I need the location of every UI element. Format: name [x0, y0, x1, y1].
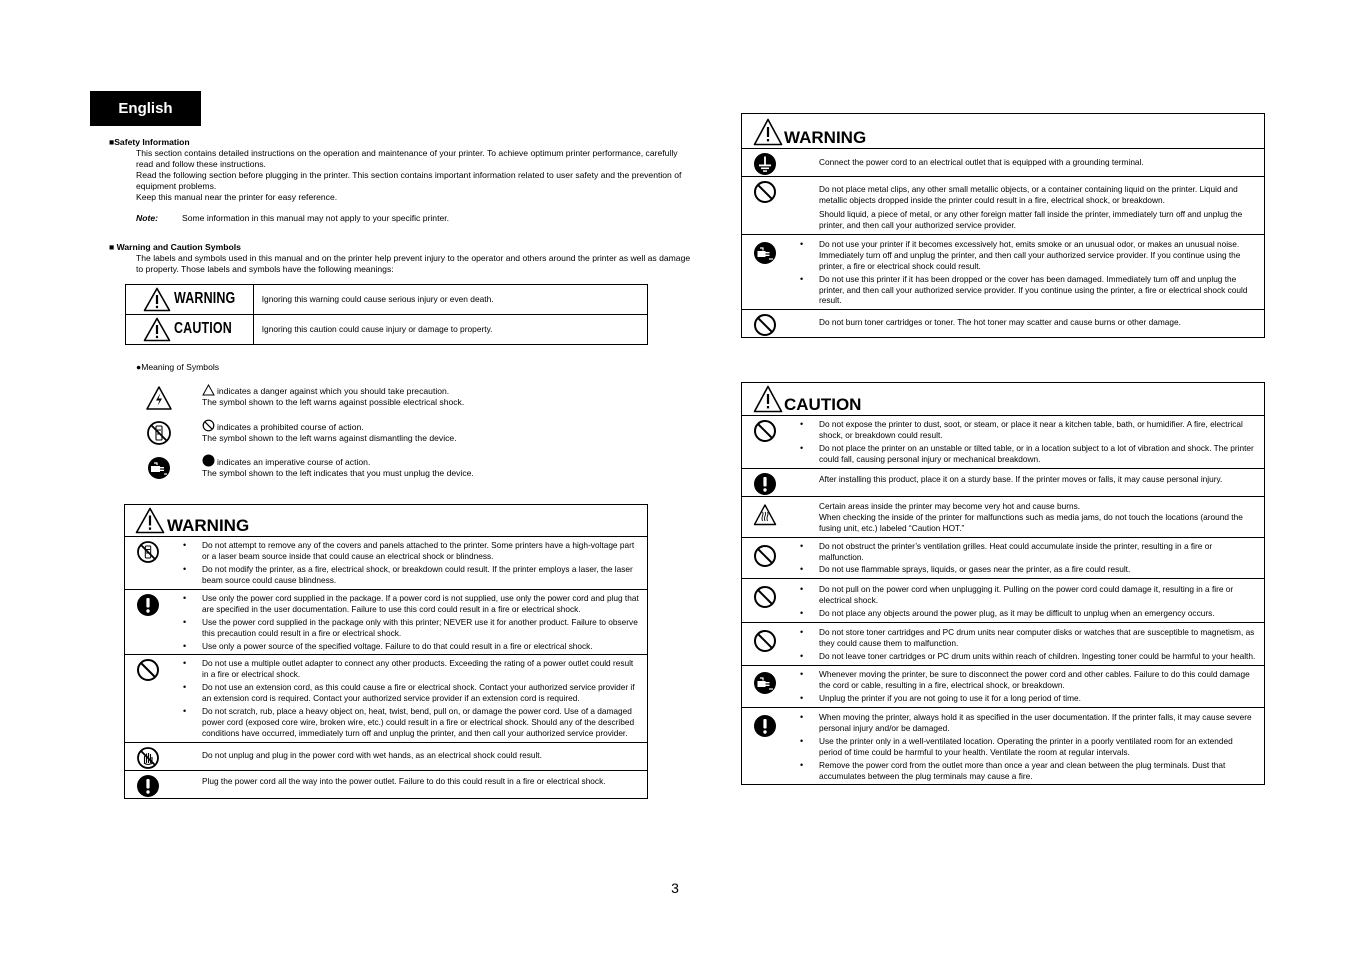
warning-bullet: • Do not attempt to remove any of the covers and panels attached to the printer. Some printers have a high-voltage part or a laser beam source inside that could cause an electrical shock or blindness.: [183, 540, 641, 562]
legend-row-caution: [126, 315, 648, 345]
warning-text: Plug the power cord all the way into the power outlet. Failure to do this could result in a fire or electrical shock.: [202, 776, 606, 786]
warning-label-description: Ignoring this warning could cause serious injury or even death.: [253, 285, 647, 315]
warning-bullet: • Use the power cord supplied in the package only with this printer; NEVER use it for another product. Failure to observe this precaution could result in a fire or electrical shock.: [183, 617, 641, 639]
meaning-line: The symbol shown to the left indicates that you must unplug the device.: [202, 468, 474, 479]
caution-row: [742, 497, 1264, 538]
no-wet-hands-icon: [136, 746, 160, 770]
warning-triangle-icon: [135, 507, 165, 534]
caution-row: [742, 416, 1264, 469]
warning-row: [742, 310, 1264, 337]
warning-triangle-icon: [143, 287, 171, 312]
warning-row: [125, 743, 647, 771]
label-legend-table: [125, 284, 648, 345]
warning-bullet: • Do not scratch, rub, place a heavy object on, heat, twist, bend, pull on, or damage the power cord. Use of a damaged power cord (exposed core wire, broken wire, etc.) could result in a fire or electrical shock. Should any of the described conditions have occurred, immediately turn off and unplug the printer, and then call your authorized service provider.: [183, 706, 641, 739]
symbols-heading: ■ Warning and Caution Symbols: [109, 242, 241, 252]
warning-text: Connect the power cord to an electrical outlet that is equipped with a grounding terminal.: [819, 157, 1144, 167]
caution-bullet: • Do not place any objects around the power plug, as it may be difficult to unplug when an emergency occurs.: [800, 608, 1258, 619]
safety-information-text: [136, 148, 692, 203]
legend-row-warning: [126, 285, 648, 315]
note-label: Note:: [136, 213, 158, 223]
warning-triangle-icon: [753, 118, 783, 146]
no-disassembly-icon: [136, 540, 160, 564]
caution-bullet: • Do not store toner cartridges and PC drum units near computer disks or watches that are susceptible to magnetism, as they could cause them to malfunction.: [800, 627, 1258, 649]
warning-table-title: WARNING: [784, 128, 867, 147]
caution-bullet: • Whenever moving the printer, be sure to disconnect the power cord and other cables. Failure to do this could damage the cord or cable, resulting in a fire, electrical shock, or breakdown.: [800, 669, 1258, 691]
meaning-of-symbols-title: ●Meaning of Symbols: [136, 362, 220, 372]
mandatory-icon: [136, 774, 160, 798]
warning-bullet: • Use only a power source of the specified voltage. Failure to do that could result in a fire or electrical shock.: [183, 641, 641, 652]
left-warning-table: [124, 504, 648, 799]
caution-bullet: • Do not obstruct the printer’s ventilation grilles. Heat could accumulate inside the printer, resulting in a fire or malfunction.: [800, 541, 1258, 563]
prohibition-icon: [136, 658, 160, 682]
caution-row: [742, 469, 1264, 497]
warning-triangle-icon: [143, 317, 171, 342]
caution-bullet: • Remove the power cord from the outlet more than once a year and clean between the plug terminals. Dust that accumulates between the plug terminals may cause a fire.: [800, 760, 1258, 782]
caution-bullet: • When moving the printer, always hold it as specified in the user documentation. If the printer falls, it may cause severe personal injury and/or be damaged.: [800, 712, 1258, 734]
meaning-line: indicates a prohibited course of action.: [217, 422, 364, 432]
caution-text: After installing this product, place it on a sturdy base. If the printer moves or falls, it may cause personal injury.: [819, 473, 1223, 484]
warning-row: [125, 537, 647, 590]
meaning-line: indicates a danger against which you should take precaution.: [217, 386, 450, 396]
warning-bullet: • Do not modify the printer, as a fire, electrical shock, or breakdown could result. If the printer employs a laser, the laser beam source could cause blindness.: [183, 564, 641, 586]
prohibition-icon: [753, 585, 777, 609]
caution-bullet: • Do not leave toner cartridges or PC drum units within reach of children. Ingesting toner could be harmful to your health.: [800, 651, 1258, 662]
caution-row: [742, 579, 1264, 623]
hot-surface-icon: [753, 503, 777, 527]
warning-text: Do not unplug and plug in the power cord with wet hands, as an electrical shock could result.: [202, 750, 542, 760]
safety-paragraph: Keep this manual near the printer for easy reference.: [136, 192, 338, 202]
prohibition-icon: [753, 544, 777, 568]
warning-table-header: [742, 114, 1264, 149]
right-caution-table: [741, 382, 1265, 785]
mandatory-icon: [753, 472, 777, 496]
page-number: 3: [671, 880, 679, 896]
safety-paragraph: Read the following section before plugging in the printer. This section contains important information related to user safety and the prevention of equipment problems.: [136, 170, 682, 191]
warning-row: [125, 771, 647, 798]
caution-row: [742, 538, 1264, 580]
warning-table-header: [125, 505, 647, 537]
unplug-icon: [753, 241, 777, 265]
caution-label-word: CAUTION: [174, 320, 232, 338]
caution-row: [742, 623, 1264, 666]
caution-bullet: • Do not expose the printer to dust, soot, or steam, or place it near a kitchen table, bath, or humidifier. A fire, electrical shock, or breakdown could result.: [800, 419, 1258, 441]
warning-text: Do not burn toner cartridges or toner. The hot toner may scatter and cause burns or other damage.: [819, 317, 1181, 328]
right-warning-table: [741, 113, 1265, 338]
electric-shock-icon: [145, 384, 173, 412]
symbols-intro: The labels and symbols used in this manual and on the printer help prevent injury to the operator and others around the printer as well as damage to property. Those labels and symbols have the following meanings:: [136, 253, 691, 274]
prohibition-icon: [753, 180, 777, 204]
caution-table-header: [742, 383, 1264, 416]
mandatory-icon: [753, 714, 777, 738]
warning-paragraph: Do not place metal clips, any other small metallic objects, or a container containing liquid on the printer. Liquid and metallic objects dropped inside the printer could result in a fire, electrical shock, or breakdown.: [819, 184, 1238, 205]
warning-label: [143, 287, 253, 312]
filled-circle-icon: [202, 454, 215, 467]
no-disassembly-icon: [145, 419, 173, 447]
warning-row: [742, 177, 1264, 235]
warning-label-word: WARNING: [174, 290, 236, 308]
language-tab: English: [90, 91, 201, 126]
prohibition-icon: [753, 313, 777, 337]
warning-bullet: • Use only the power cord supplied in the package. If a power cord is not supplied, use only the power cord and plug that are specified in the user documentation. Failure to use this cord could result in a fire or electrical shock.: [183, 593, 641, 615]
triangle-icon: [202, 384, 215, 396]
warning-row: [742, 235, 1264, 311]
warning-triangle-icon: [753, 385, 783, 413]
safety-paragraph: This section contains detailed instructions on the operation and maintenance of your printer. To achieve optimum printer performance, carefully read and follow these instructions.: [136, 148, 678, 169]
mandatory-icon: [136, 593, 160, 617]
warning-table-title: WARNING: [167, 516, 250, 535]
warning-row: [125, 655, 647, 743]
warning-bullet: • Do not use this printer if it has been dropped or the cover has been damaged. Immediately turn off and unplug the printer, and then call your authorized service provider. If you continue using the printer, a fire or electrical shock could result.: [800, 274, 1258, 307]
warning-bullet: • Do not use an extension cord, as this could cause a fire or electrical shock. Contact your authorized service provider if an extension cord is required. Contact your authorized service provider if an extension cord is required.: [183, 682, 641, 704]
ground-icon: [753, 152, 777, 176]
unplug-icon: [145, 454, 173, 482]
caution-table-title: CAUTION: [784, 395, 862, 414]
unplug-icon: [753, 671, 777, 695]
caution-bullet: • Do not pull on the power cord when unplugging it. Pulling on the power cord could damage it, resulting in a fire or electrical shock.: [800, 584, 1258, 606]
caution-row: [742, 708, 1264, 785]
caution-bullet: • Use the printer only in a well-ventilated location. Operating the printer in a poorly ventilated room for an extended period of time could be harmful to your health. Ventilate the room at regular intervals.: [800, 736, 1258, 758]
warning-paragraph: Should liquid, a piece of metal, or any other foreign matter fall inside the printer, immediately turn off and unplug the printer, and then call your authorized service provider.: [819, 208, 1243, 230]
caution-bullet: • Do not use flammable sprays, liquids, or gases near the printer, as a fire could result.: [800, 564, 1258, 575]
caution-bullet: • Do not place the printer on an unstable or tilted table, or in a location subject to a lot of vibration and shock. The printer could fall, causing personal injury or mechanical breakdown.: [800, 443, 1258, 465]
meaning-line: indicates an imperative course of action.: [217, 457, 371, 467]
meaning-of-symbols: [130, 362, 650, 479]
warning-bullet: • Do not use a multiple outlet adapter to connect any other products. Exceeding the rating of a power outlet could result in a fire or electrical shock.: [183, 658, 641, 680]
note: [136, 213, 449, 224]
warning-row: [742, 149, 1264, 177]
prohibition-icon: [753, 419, 777, 443]
warning-bullet: • Do not use your printer if it becomes excessively hot, emits smoke or an unusual odor, or makes an unusual noise. Immediately turn off and unplug the printer, and then call your authorized service provider. If you continue using the printer, a fire or electrical shock could result.: [800, 239, 1258, 272]
meaning-line: The symbol shown to the left warns against possible electrical shock.: [202, 397, 465, 408]
caution-label-description: Ignoring this caution could cause injury or damage to property.: [253, 315, 647, 345]
meaning-line: The symbol shown to the left warns against dismantling the device.: [202, 433, 457, 444]
caution-row: [742, 666, 1264, 708]
caution-text: Certain areas inside the printer may become very hot and cause burns. When checking the inside of the printer for malfunctions such as media jams, do not touch the locations (around the fusing unit, etc.) labeled “Caution HOT.”: [819, 500, 1243, 533]
warning-row: [125, 590, 647, 656]
note-text: Some information in this manual may not apply to your specific printer.: [182, 213, 450, 223]
caution-label: [143, 317, 253, 342]
prohibition-icon: [753, 629, 777, 653]
caution-bullet: • Unplug the printer if you are not going to use it for a long period of time.: [800, 693, 1258, 704]
safety-information-heading: ■Safety Information: [109, 137, 190, 147]
prohibition-icon: [202, 419, 215, 432]
